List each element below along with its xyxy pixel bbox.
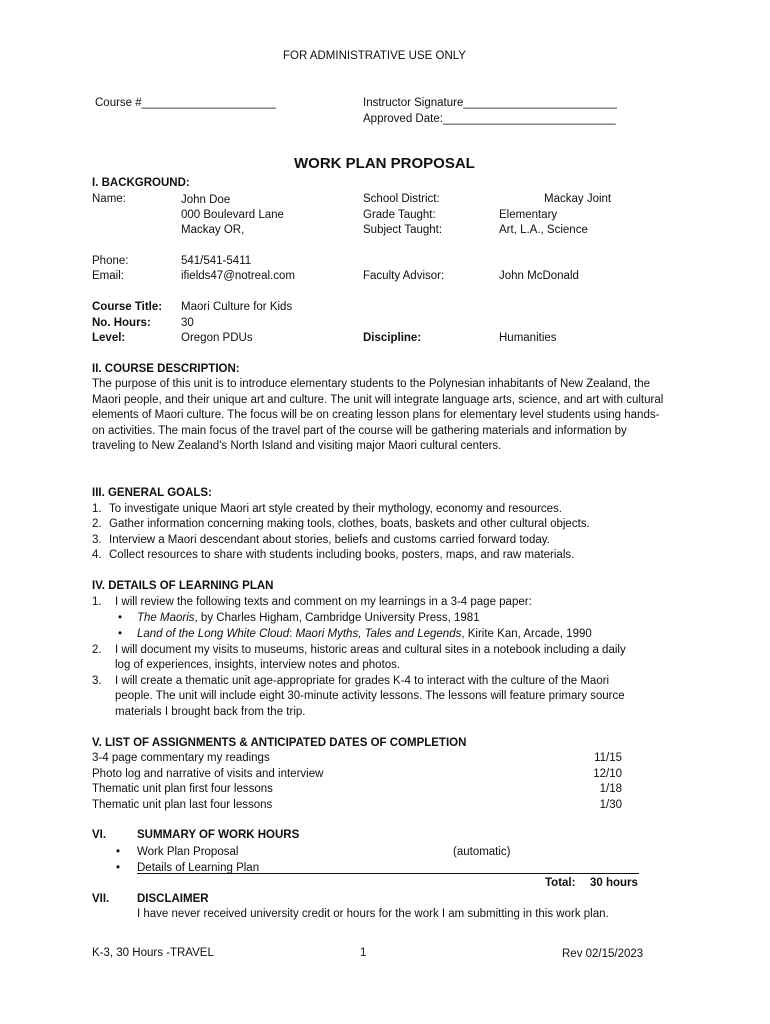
subject-taught-label: Subject Taught:: [363, 224, 443, 236]
course-description-text: The purpose of this unit is to introduce elementary students to the Polynesian inhabitants of New Zealand, the Maori people, and their unique art and culture. The unit will integrate language arts, science, and art with cultural elements of Maori culture. The focus will be on creating lesson plans for elementary level students using hands-on activities. The main focus of the travel part of the course will be gathering materials and information by traveling to New Zealand's North Island and visiting major Maori cultural centers.: [92, 378, 664, 452]
course-title-label: Course Title:: [92, 301, 163, 313]
assignments-heading: V. LIST OF ASSIGNMENTS & ANTICIPATED DATES OF COMPLETION: [92, 737, 467, 749]
book-citation: [137, 611, 480, 627]
total-rule: [137, 873, 639, 874]
assignment-task: Thematic unit plan first four lessons: [92, 783, 273, 795]
level-value: Oregon PDUs: [181, 332, 253, 344]
total-value: 30 hours: [590, 877, 638, 889]
work-hours-heading: SUMMARY OF WORK HOURS: [137, 829, 300, 841]
plan-item: people. The unit will include eight 30-minute activity lessons. The lessons will feature primary source: [115, 690, 625, 702]
goal-number: 3.: [92, 534, 102, 546]
city-line: Mackay OR,: [181, 224, 245, 236]
email-value: ifields47@notreal.com: [181, 270, 295, 282]
background-heading: I. BACKGROUND:: [92, 177, 190, 189]
page-number: 1: [360, 947, 367, 959]
faculty-advisor-label: Faculty Advisor:: [363, 270, 445, 282]
plan-number: 1.: [92, 596, 102, 608]
assignment-task: Thematic unit plan last four lessons: [92, 799, 273, 811]
goal-item: Gather information concerning making tools, clothes, boats, baskets and other cultural objects.: [109, 518, 590, 530]
general-goals-heading: III. GENERAL GOALS:: [92, 487, 212, 499]
hours-label: No. Hours:: [92, 317, 151, 329]
phone-label: Phone:: [92, 255, 129, 267]
footer-left: K-3, 30 Hours -TRAVEL: [92, 947, 214, 959]
goal-item: Interview a Maori descendant about stories, beliefs and customs carried forward today.: [109, 534, 550, 546]
plan-number: 3.: [92, 675, 102, 687]
goal-item: To investigate unique Maori art style created by their mythology, economy and resources.: [109, 503, 562, 515]
assignment-date: 12/10: [593, 768, 622, 780]
book-details: , Kirite Kan, Arcade, 1990: [461, 628, 592, 640]
name-line: John Doe: [181, 194, 231, 206]
goal-number: 2.: [92, 518, 102, 530]
admin-only-label: FOR ADMINISTRATIVE USE ONLY: [283, 50, 466, 62]
bullet-icon: •: [116, 862, 121, 874]
level-label: Level:: [92, 332, 126, 344]
bullet-icon: •: [116, 846, 121, 858]
assignment-date: 11/15: [594, 752, 622, 764]
school-district-label: School District:: [363, 193, 440, 205]
grade-taught-label: Grade Taught:: [363, 209, 436, 221]
book-colon: :: [289, 628, 293, 640]
total-label: Total:: [545, 877, 576, 889]
goal-number: 1.: [92, 503, 102, 515]
learning-plan-heading: IV. DETAILS OF LEARNING PLAN: [92, 580, 274, 592]
goal-number: 4.: [92, 549, 102, 561]
address-line: 000 Boulevard Lane: [181, 209, 284, 221]
phone-value: 541/541-5411: [181, 255, 252, 267]
plan-number: 2.: [92, 644, 102, 656]
disclaimer-heading: DISCLAIMER: [137, 893, 209, 905]
book-title: The Maoris: [137, 612, 195, 624]
course-description-heading: II. COURSE DESCRIPTION:: [92, 363, 240, 375]
grade-taught-value: Elementary: [499, 209, 558, 221]
subject-taught-value: Art, L.A., Science: [499, 224, 588, 236]
school-district-value: Mackay Joint: [544, 193, 612, 205]
course-title-value: Maori Culture for Kids: [181, 301, 293, 313]
page-title: WORK PLAN PROPOSAL: [294, 155, 475, 172]
assignment-date: 1/18: [599, 783, 622, 795]
discipline-label: Discipline:: [363, 332, 422, 344]
assignment-task: 3-4 page commentary my readings: [92, 752, 270, 764]
disclaimer-text: I have never received university credit or hours for the work I am submitting in this work plan.: [137, 908, 609, 920]
assignment-task: Photo log and narrative of visits and interview: [92, 768, 324, 780]
plan-item: log of experiences, insights, interview notes and photos.: [115, 659, 401, 671]
work-hours-item: Details of Learning Plan: [137, 862, 260, 874]
bullet-icon: •: [118, 612, 123, 624]
approved-date-field: Approved Date:___________________________: [363, 113, 616, 125]
book-details: , by Charles Higham, Cambridge University Press, 1981: [194, 612, 480, 624]
book-title: Land of the Long White Cloud: [137, 628, 290, 640]
faculty-advisor-value: John McDonald: [499, 270, 579, 282]
email-label: Email:: [92, 270, 124, 282]
footer-revision: Rev 02/15/2023: [562, 948, 644, 960]
assignment-date: 1/30: [599, 799, 622, 811]
bullet-icon: •: [118, 628, 123, 640]
disclaimer-numeral: VII.: [92, 893, 110, 905]
goal-item: Collect resources to share with students including books, posters, maps, and raw materials.: [109, 549, 575, 561]
instructor-signature-field: Instructor Signature________________________: [363, 97, 617, 109]
book-citation: [137, 627, 592, 643]
plan-item: I will create a thematic unit age-appropriate for grades K-4 to interact with the culture of the Maori: [115, 675, 610, 687]
book-subtitle: Maori Myths, Tales and Legends: [292, 628, 462, 640]
work-hours-note: (automatic): [453, 846, 511, 858]
work-hours-item: Work Plan Proposal: [137, 846, 239, 858]
plan-item: I will document my visits to museums, historic areas and cultural sites in a notebook including a daily: [115, 644, 626, 656]
hours-value: 30: [181, 317, 194, 329]
plan-item: I will review the following texts and comment on my learnings in a 3-4 page paper:: [115, 596, 532, 608]
course-number-field: Course #_____________________: [95, 97, 276, 109]
work-hours-numeral: VI.: [92, 829, 107, 841]
name-label: Name:: [92, 193, 126, 205]
plan-item: materials I brought back from the trip.: [115, 706, 306, 718]
discipline-value: Humanities: [499, 332, 557, 344]
